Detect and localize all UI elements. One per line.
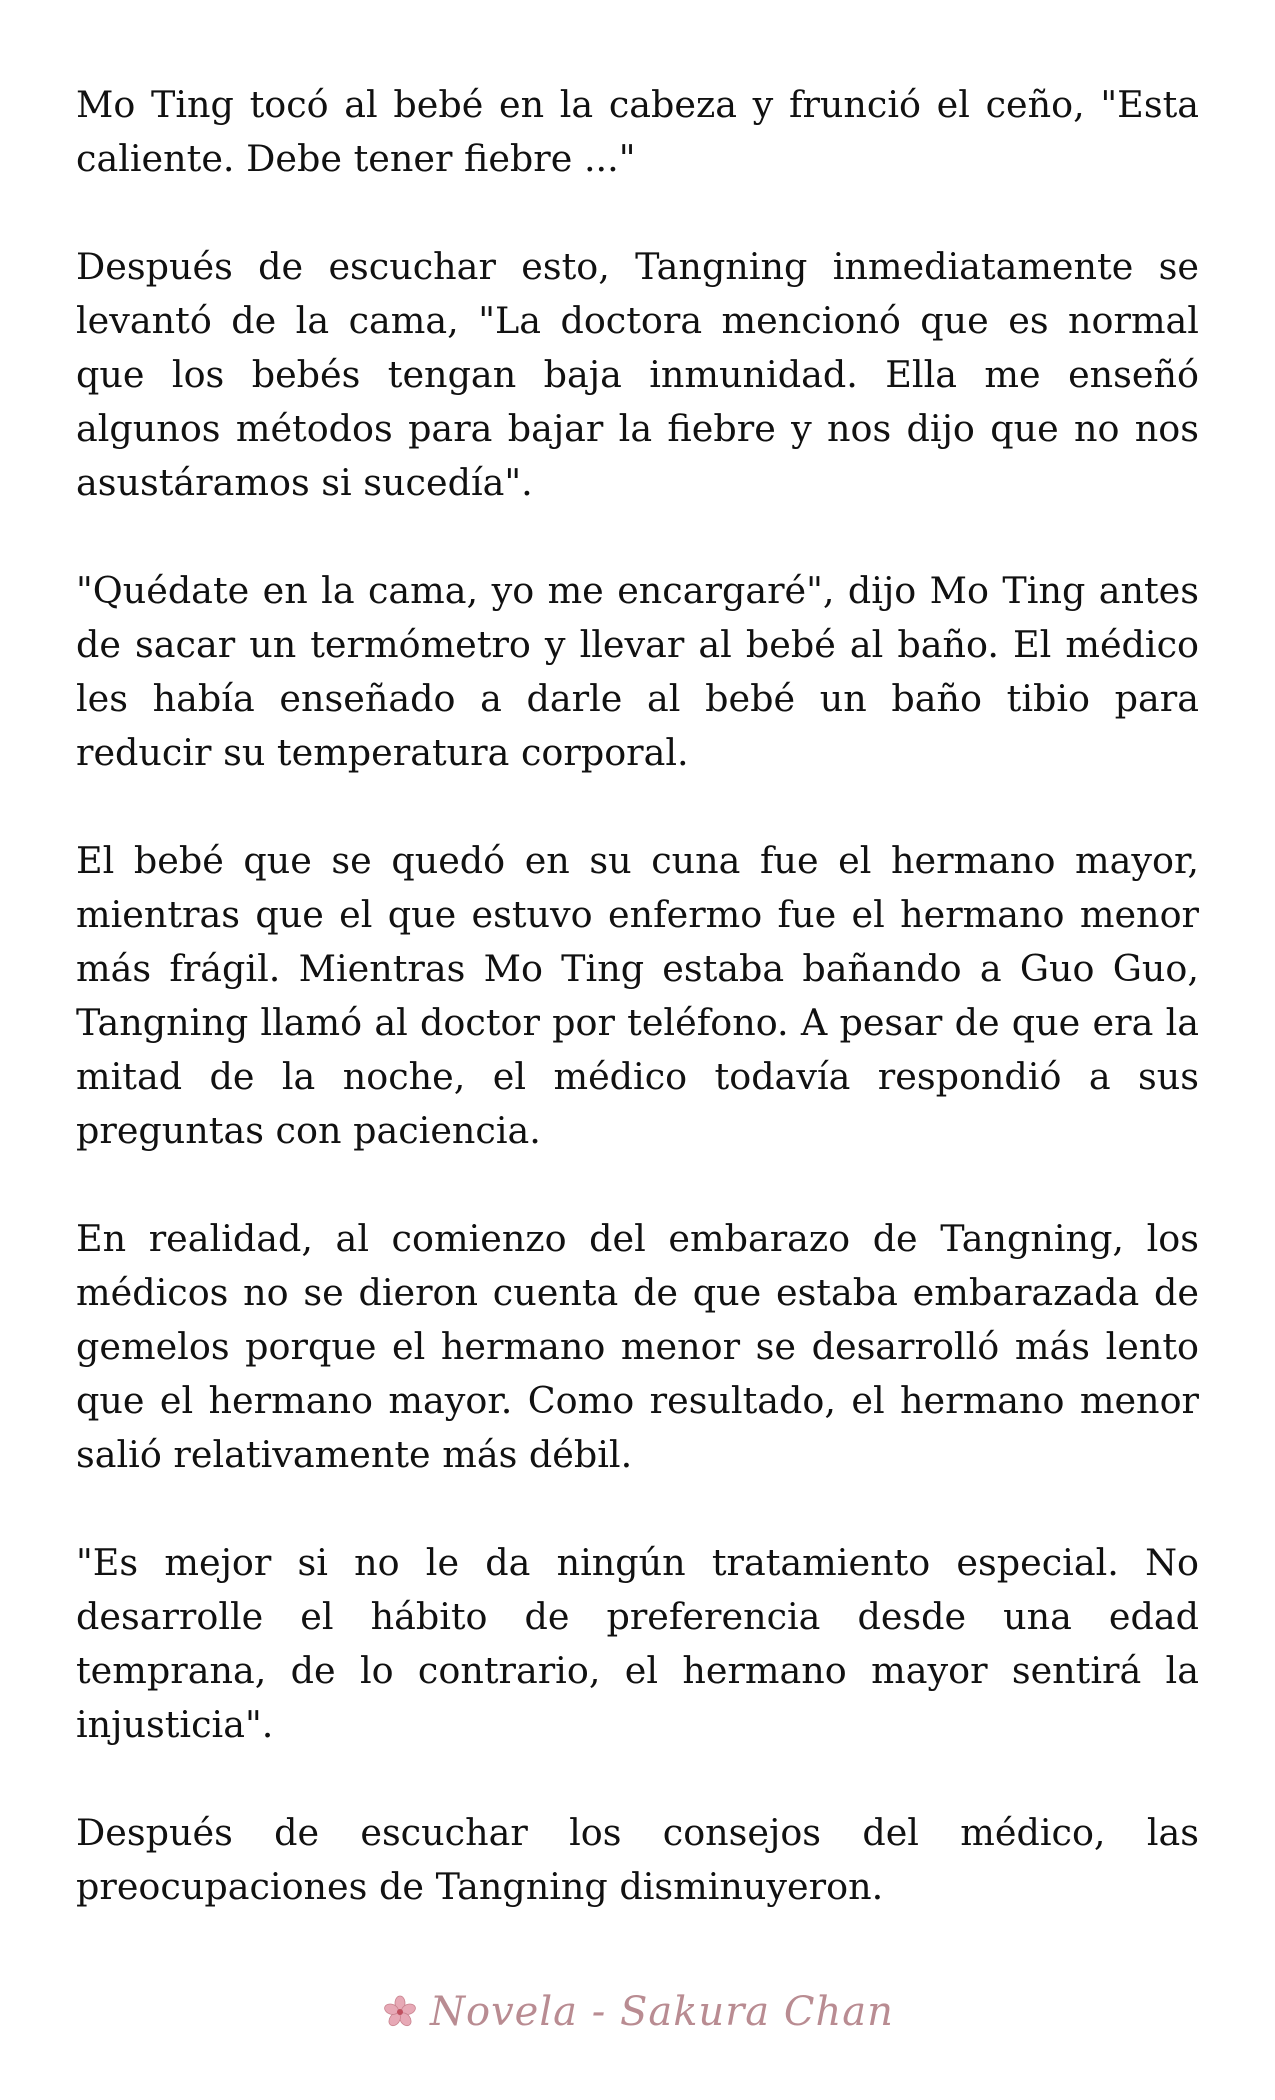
paragraph-5: En realidad, al comienzo del embarazo de Tangning, los médicos no se dieron cuenta de que estaba embarazada de gemelos porque el hermano menor se desarrolló más lento que el hermano mayor. Como resultado, el hermano menor salió relativamente más débil.: [76, 1217, 1199, 1476]
paragraph-4: El bebé que se quedó en su cuna fue el hermano mayor, mientras que el que estuvo enfermo fue el hermano menor más frágil. Mientras Mo Ting estaba bañando a Guo Guo, Tangning llamó al doctor por teléfono. A pesar de que era la mitad de la noche, el médico todavía respondió a sus preguntas con paciencia.: [76, 839, 1199, 1152]
paragraph-7: Después de escuchar los consejos del médico, las preocupaciones de Tangning disminuyeron.: [76, 1811, 1199, 1908]
paragraph-1: Mo Ting tocó al bebé en la cabeza y frunció el ceño, "Esta caliente. Debe tener fiebre ...": [76, 83, 1199, 180]
document-body: [76, 78, 1199, 1968]
sakura-flower-icon: [380, 1992, 420, 2032]
watermark: [380, 1982, 894, 2042]
paragraph-6: "Es mejor si no le da ningún tratamiento especial. No desarrolle el hábito de preferencia desde una edad temprana, de lo contrario, el hermano mayor sentirá la injusticia".: [76, 1541, 1199, 1746]
paragraph-2: Después de escuchar esto, Tangning inmediatamente se levantó de la cama, "La doctora mencionó que es normal que los bebés tengan baja inmunidad. Ella me enseñó algunos métodos para bajar la fiebre y nos dijo que no nos asustáramos si sucedía".: [76, 245, 1199, 504]
paragraph-3: "Quédate en la cama, yo me encargaré", dijo Mo Ting antes de sacar un termómetro y llevar al bebé al baño. El médico les había enseñado a darle al bebé un baño tibio para reducir su temperatura corporal.: [76, 569, 1199, 774]
watermark-text: Novela - Sakura Chan: [430, 1989, 894, 2035]
